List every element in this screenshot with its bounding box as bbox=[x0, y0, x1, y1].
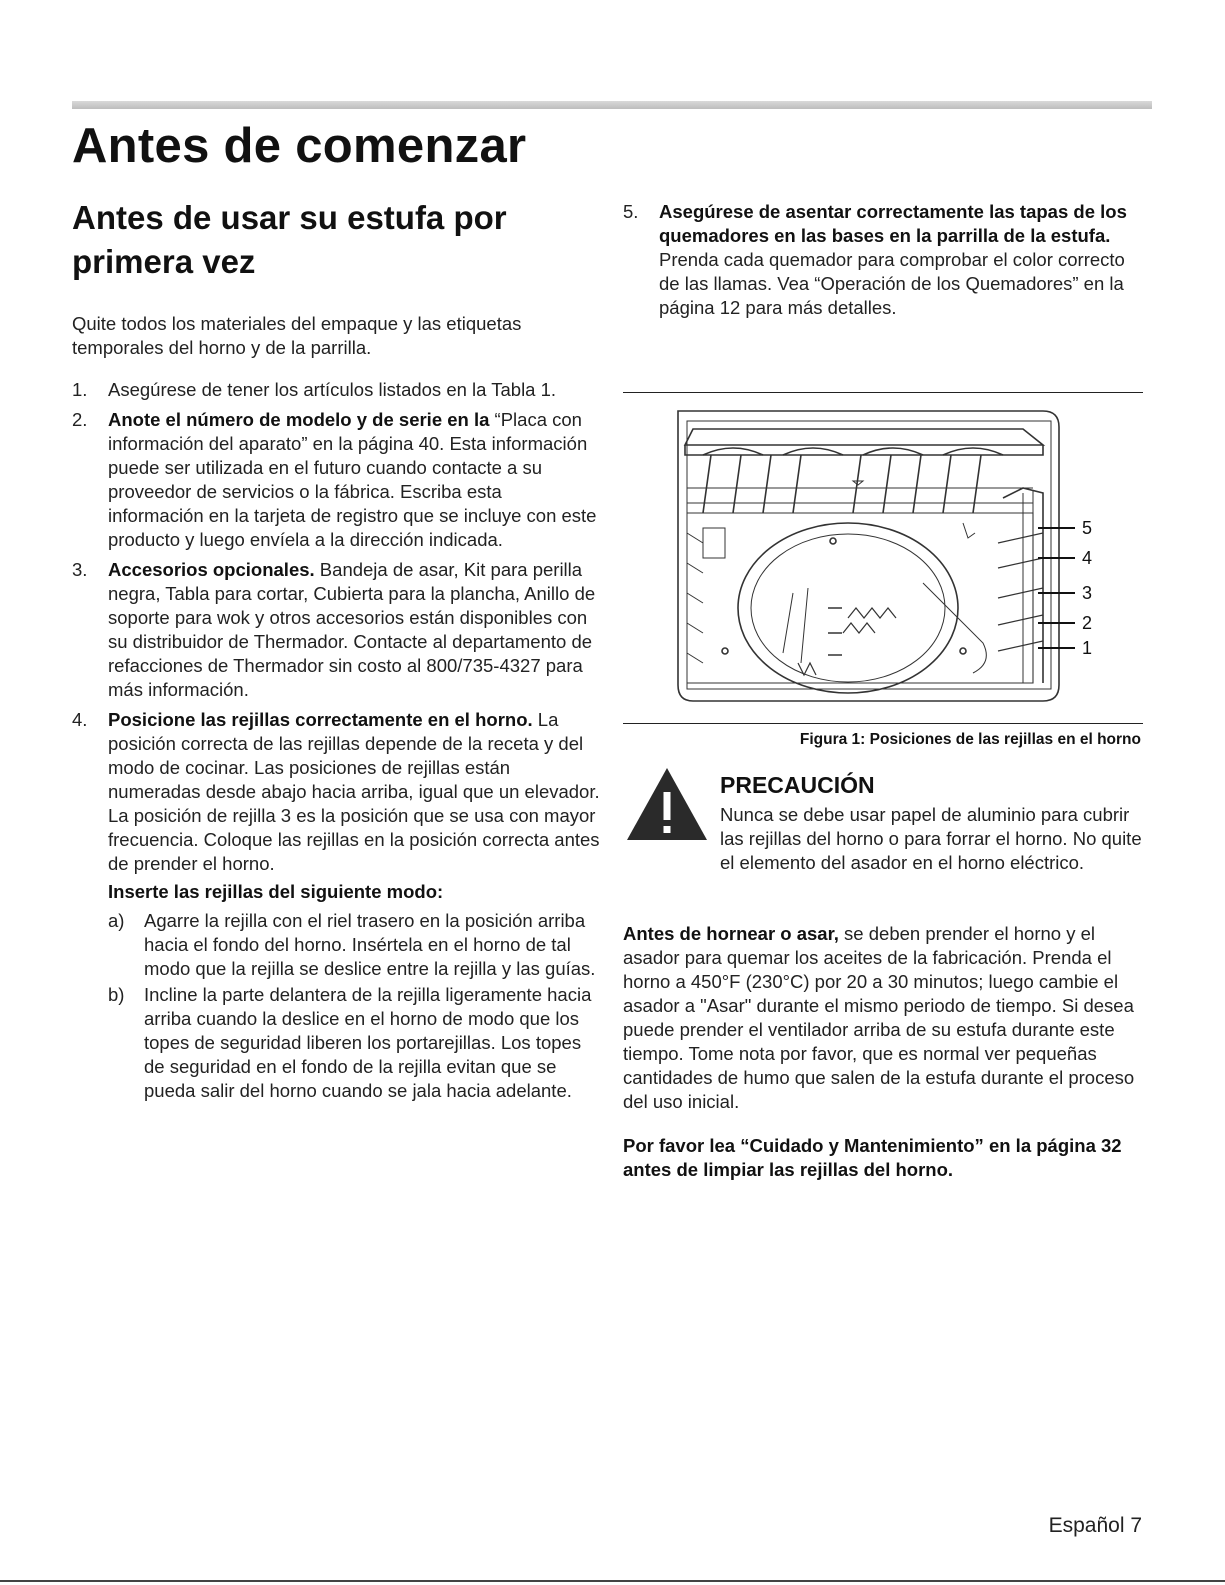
intro-paragraph: Quite todos los materiales del empaque y las etiquetas temporales del horno y de la parrilla. bbox=[72, 313, 522, 358]
sub-list-item bbox=[108, 909, 602, 981]
item-text: La posición correcta de las rejillas depende de la receta y del modo de cocinar. Las posiciones de rejillas están numeradas desde abajo hacia arriba, igual que un elevador. La posición de rejilla 3 es la posición que se usa con mayor frecuencia. Coloque las rejillas en la posición correcta antes de prender el horno. bbox=[108, 709, 600, 874]
rack-label-3: 3 bbox=[1082, 583, 1093, 603]
page-footer: Español 7 bbox=[1048, 1514, 1142, 1537]
item-text: Bandeja de asar, Kit para perilla negra, Tabla para cortar, Cubierta para la plancha, Anillo de soporte para wok y otros accesorios están disponibles con su distribuidor de Thermador. Contacte al departamento de refacciones de Thermador sin costo al 800/735-4327 para más información. bbox=[108, 559, 596, 700]
item-text: “Placa con información del aparato” en la página 40. Esta información puede ser utilizada en el futuro cuando contacte a su proveedor de servicios o la fábrica. Escriba esta información en la tarjeta de registro que se incluye con este producto y luego envíela a la dirección indicada. bbox=[108, 409, 597, 550]
item-bold-text: Accesorios opcionales. bbox=[108, 559, 315, 580]
steps-list bbox=[72, 378, 602, 1103]
preheat-text: se deben prender el horno y el asador para quemar los aceites de la fabricación. Prenda el horno a 450°F (230°C) por 20 a 30 minutos; luego cambie el asador a "Asar" durante el mismo periodo de tiempo. Si desea puede prender el ventilador arriba de su estufa durante este tiempo. Tome nota por favor, que es normal ver pequeñas cantidades de humo que salen de la estufa durante el proceso del uso inicial. bbox=[623, 923, 1135, 1112]
caution-title: PRECAUCIÓN bbox=[720, 772, 875, 798]
section-title: Antes de usar su estufa por primera vez bbox=[72, 199, 507, 280]
item-bold-text: Asegúrese de asentar correctamente las tapas de los quemadores en las bases en la parrilla de la estufa. bbox=[659, 201, 1127, 246]
left-column bbox=[72, 312, 602, 1109]
item-number: 4. bbox=[72, 709, 88, 730]
item-number: 5. bbox=[623, 201, 639, 222]
item-number: 1. bbox=[72, 379, 88, 400]
sub-item-text: Agarre la rejilla con el riel trasero en la posición arriba hacia el fondo del horno. Insértela en el horno de tal modo que la rejilla se deslice entre la rejilla y las guías. bbox=[144, 910, 596, 979]
insert-heading: Inserte las rejillas del siguiente modo: bbox=[108, 881, 444, 902]
header-rule bbox=[72, 101, 1152, 109]
oven-rack-figure bbox=[623, 392, 1143, 724]
item-text: Asegúrese de tener los artículos listados en la Tabla 1. bbox=[108, 379, 557, 400]
item-number: 2. bbox=[72, 409, 88, 430]
preheat-paragraph bbox=[623, 922, 1143, 1114]
preheat-bold-text: Antes de hornear o asar, bbox=[623, 923, 839, 944]
list-item bbox=[72, 378, 602, 402]
rack-label-1: 1 bbox=[1082, 638, 1093, 658]
item-text: Prenda cada quemador para comprobar el color correcto de las llamas. Vea “Operación de los Quemadores” en la página 12 para más detalles. bbox=[659, 249, 1125, 318]
list-item bbox=[72, 408, 602, 552]
right-column bbox=[623, 200, 1143, 320]
sub-steps-list bbox=[108, 909, 602, 1103]
list-item bbox=[72, 708, 602, 1103]
item-bold-text: Posicione las rejillas correctamente en el horno. bbox=[108, 709, 533, 730]
sub-item-text: Incline la parte delantera de la rejilla ligeramente hacia arriba cuando la deslice en el horno de modo que los topes de seguridad liberen los portarejillas. Los topes de seguridad en el fondo de la rejilla evitan que se pueda salir del horno cuando se jala hacia adelante. bbox=[144, 984, 592, 1101]
rack-label-5: 5 bbox=[1082, 518, 1093, 538]
list-item-5 bbox=[623, 200, 1143, 320]
rack-label-4: 4 bbox=[1082, 548, 1093, 568]
figure-caption: Figura 1: Posiciones de las rejillas en el horno bbox=[799, 731, 1141, 748]
bottom-rule bbox=[0, 1580, 1225, 1582]
oven-diagram bbox=[623, 393, 1143, 723]
warning-triangle-icon bbox=[624, 764, 710, 844]
sub-item-label: b) bbox=[108, 984, 125, 1005]
sub-list-item bbox=[108, 983, 602, 1103]
rack-label-2: 2 bbox=[1082, 613, 1093, 633]
read-note: Por favor lea “Cuidado y Mantenimiento” en la página 32 antes de limpiar las rejillas del horno. bbox=[623, 1135, 1122, 1180]
item-number: 3. bbox=[72, 559, 88, 580]
sub-item-label: a) bbox=[108, 910, 125, 931]
item-bold-text: Anote el número de modelo y de serie en la bbox=[108, 409, 490, 430]
page-title: Antes de comenzar bbox=[72, 119, 527, 173]
list-item bbox=[72, 558, 602, 702]
caution-text: Nunca se debe usar papel de aluminio para cubrir las rejillas del horno o para forrar el horno. No quite el elemento del asador en el horno eléctrico. bbox=[720, 804, 1142, 873]
